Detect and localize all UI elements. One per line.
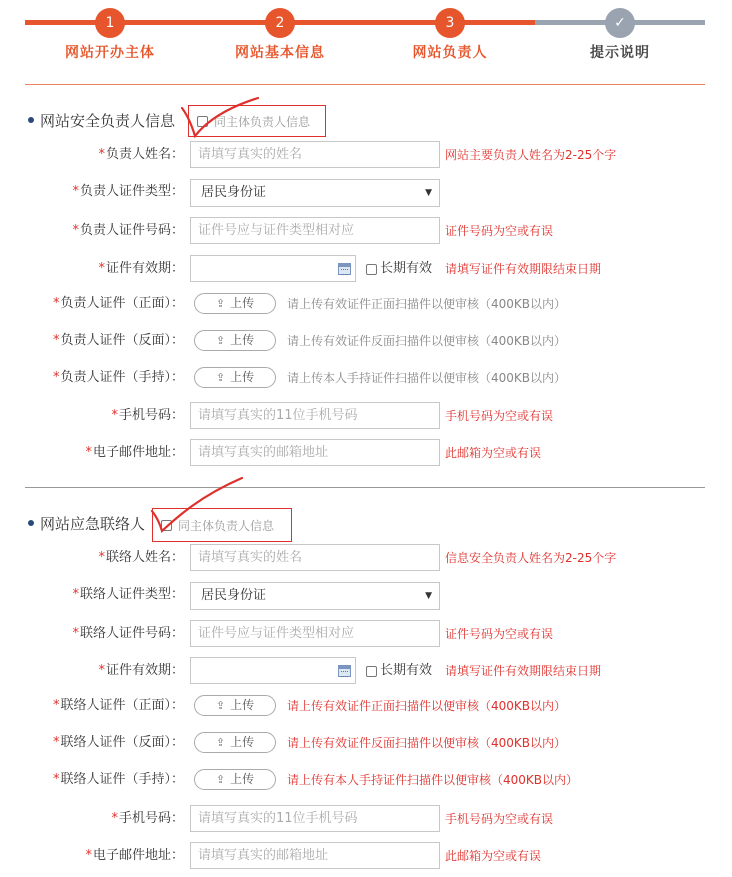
calendar-icon[interactable] [338,263,351,275]
field-label: *联络人证件（手持）： [52,772,184,787]
row-emergency-hand [0,766,732,794]
upload-hint: 请上传有效证件正面扫描件以便审核（400KB以内） [287,297,567,311]
chevron-down-icon: ▼ [425,188,432,198]
upload-button[interactable]: ⇪ 上传 [194,293,276,314]
field-label: *电子邮件地址： [85,445,184,460]
step-4[interactable] [540,8,700,62]
checkbox-icon[interactable] [366,264,377,275]
emergency-id-number-input[interactable]: 证件号应与证件类型相对应 [190,620,440,647]
longterm-checkbox[interactable]: 长期有效 [366,657,432,685]
upload-hint: 请上传本人手持证件扫描件以便审核（400KB以内） [287,371,567,385]
section-title-emergency: 网站应急联络人 [28,513,145,534]
handwritten-check-mark [180,96,270,146]
row-security-front [0,290,732,318]
field-label: *联络人姓名： [98,550,184,565]
emergency-id-type-select[interactable]: 居民身份证 ▼ [190,582,440,610]
field-label: *联络人证件类型： [72,587,184,602]
row-emergency-name [0,544,732,572]
error-hint: 此邮箱为空或有误 [445,446,542,460]
field-label: *负责人证件（正面）： [52,296,184,311]
bullet-icon [28,117,34,123]
security-id-type-select[interactable]: 居民身份证 ▼ [190,179,440,207]
checkmark-icon: ✓ [605,8,635,38]
error-hint: 网站主要负责人姓名为2-25个字 [445,148,617,162]
progress-stepper [25,0,705,85]
step-2[interactable] [200,8,360,62]
step-label: 网站开办主体 [65,45,155,61]
upload-hint: 请上传有效证件正面扫描件以便审核（400KB以内） [287,699,567,713]
row-security-id-number [0,217,732,245]
row-security-hand [0,364,732,392]
field-label: *负责人证件号码： [72,223,184,238]
error-hint: 手机号码为空或有误 [445,409,554,423]
upload-icon: ⇪ [215,371,226,384]
field-label: *负责人证件（反面）： [52,333,184,348]
error-hint: 证件号码为空或有误 [445,627,554,641]
emergency-validity-date-input[interactable] [190,657,356,684]
checkbox-label: 同主体负责人信息 [178,518,275,533]
row-security-back [0,327,732,355]
field-label: *负责人证件类型： [72,184,184,199]
security-id-number-input[interactable]: 证件号应与证件类型相对应 [190,217,440,244]
error-hint: 证件号码为空或有误 [445,224,554,238]
handwritten-check-mark [150,476,250,536]
upload-hint: 请上传有效证件反面扫描件以便审核（400KB以内） [287,736,567,750]
upload-button[interactable]: ⇪ 上传 [194,330,276,351]
header-divider [25,84,705,85]
step-3[interactable] [370,8,530,62]
step-1[interactable] [30,8,190,62]
section-title-security: 网站安全负责人信息 [28,110,175,131]
checkbox-label: 同主体负责人信息 [214,114,311,129]
upload-icon: ⇪ [215,736,226,749]
step-label: 提示说明 [590,45,650,61]
field-label: *手机号码： [111,811,184,826]
row-security-phone [0,402,732,430]
error-hint: 信息安全负责人姓名为2-25个字 [445,551,617,565]
emergency-name-input[interactable]: 请填写真实的姓名 [190,544,440,571]
upload-button[interactable]: ⇪ 上传 [194,367,276,388]
field-label: *电子邮件地址： [85,848,184,863]
field-label: *负责人姓名： [98,147,184,162]
row-security-name [0,141,732,169]
upload-hint: 请上传有本人手持证件扫描件以便审核（400KB以内） [287,773,579,787]
upload-button[interactable]: ⇪ 上传 [194,732,276,753]
error-hint: 手机号码为空或有误 [445,812,554,826]
field-label: *联络人证件号码： [72,626,184,641]
row-emergency-phone [0,805,732,833]
field-label: *证件有效期： [98,663,184,678]
bullet-icon [28,520,34,526]
row-security-id-type [0,178,732,206]
security-validity-date-input[interactable] [190,255,356,282]
upload-icon: ⇪ [215,297,226,310]
row-emergency-front [0,692,732,720]
field-label: *联络人证件（反面）： [52,735,184,750]
field-label: *证件有效期： [98,261,184,276]
upload-button[interactable]: ⇪ 上传 [194,769,276,790]
row-emergency-id-type [0,581,732,609]
step-number: 2 [265,8,295,38]
upload-icon: ⇪ [215,699,226,712]
row-emergency-back [0,729,732,757]
checkbox-icon[interactable] [366,666,377,677]
upload-icon: ⇪ [215,334,226,347]
error-hint: 请填写证件有效期限结束日期 [445,262,602,276]
row-emergency-validity [0,657,732,685]
upload-button[interactable]: ⇪ 上传 [194,695,276,716]
upload-hint: 请上传有效证件反面扫描件以便审核（400KB以内） [287,334,567,348]
field-label: *联络人证件（正面）： [52,698,184,713]
error-hint: 此邮箱为空或有误 [445,849,542,863]
field-label: *手机号码： [111,408,184,423]
security-phone-input[interactable]: 请填写真实的11位手机号码 [190,402,440,429]
upload-icon: ⇪ [215,773,226,786]
emergency-email-input[interactable]: 请填写真实的邮箱地址 [190,842,440,869]
row-security-validity [0,255,732,283]
row-emergency-id-number [0,620,732,648]
longterm-checkbox[interactable]: 长期有效 [366,255,432,283]
section-divider [25,487,705,488]
field-label: *负责人证件（手持）： [52,370,184,385]
step-label: 网站基本信息 [235,45,325,61]
calendar-icon[interactable] [338,665,351,677]
row-emergency-email [0,842,732,870]
step-label: 网站负责人 [412,45,488,61]
security-email-input[interactable]: 请填写真实的邮箱地址 [190,439,440,466]
step-number: 1 [95,8,125,38]
security-name-input[interactable]: 请填写真实的姓名 [190,141,440,168]
chevron-down-icon: ▼ [425,591,432,601]
emergency-phone-input[interactable]: 请填写真实的11位手机号码 [190,805,440,832]
row-security-email [0,439,732,467]
error-hint: 请填写证件有效期限结束日期 [445,664,602,678]
step-number: 3 [435,8,465,38]
